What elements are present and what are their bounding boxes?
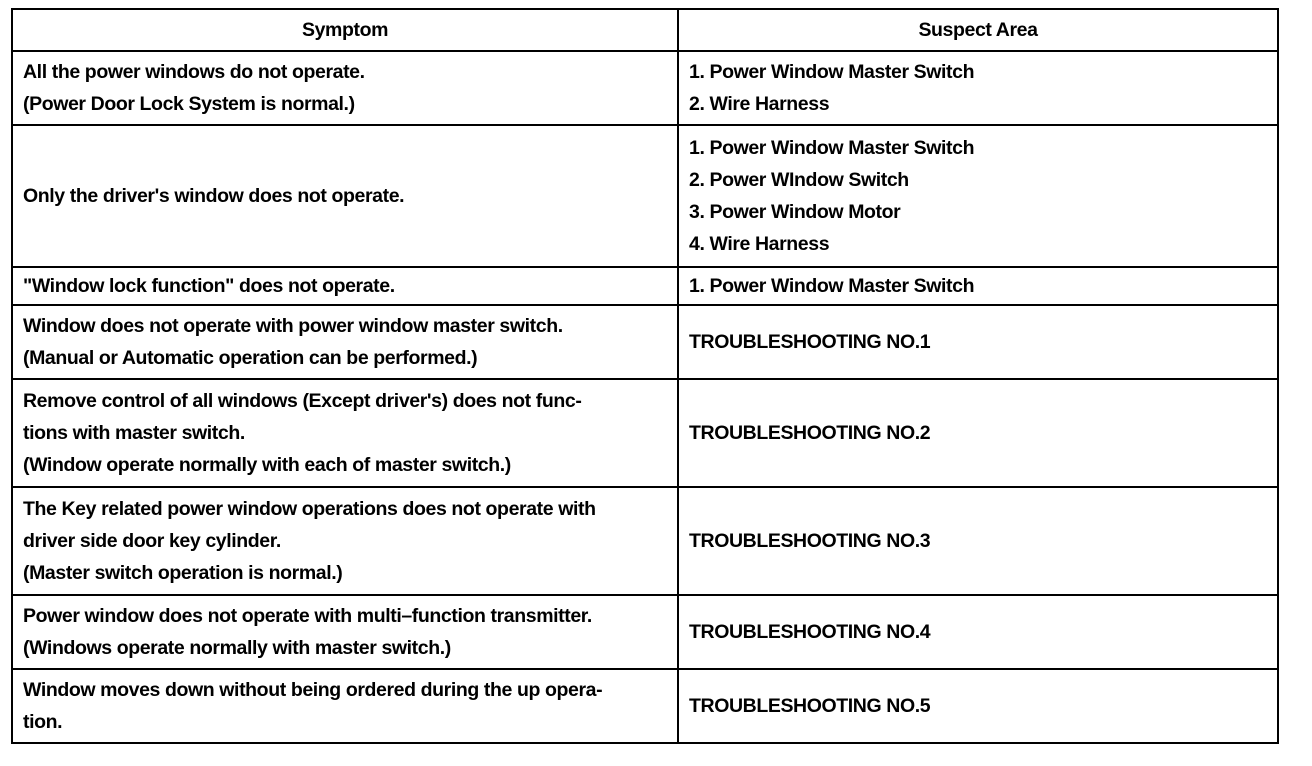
symptom-cell xyxy=(12,267,678,305)
symptom-suspect-table xyxy=(11,8,1279,744)
table-row xyxy=(12,267,1278,305)
table-row xyxy=(12,595,1278,669)
suspect-area-cell xyxy=(678,125,1278,267)
suspect-area-cell xyxy=(678,267,1278,305)
symptom-cell xyxy=(12,51,678,125)
symptom-line: (Manual or Automatic operation can be performed.) xyxy=(23,347,478,369)
suspect-line: TROUBLESHOOTING NO.3 xyxy=(689,530,931,552)
troubleshooting-table-container xyxy=(11,8,1277,744)
suspect-line: 1. Power Window Master Switch xyxy=(689,137,975,159)
suspect-area-cell xyxy=(678,51,1278,125)
symptom-line: Window does not operate with power window master switch. xyxy=(23,315,563,337)
suspect-area-cell xyxy=(678,379,1278,487)
symptom-cell xyxy=(12,305,678,379)
suspect-line: 4. Wire Harness xyxy=(689,233,830,255)
suspect-line: 1. Power Window Master Switch xyxy=(689,275,975,297)
symptom-cell xyxy=(12,379,678,487)
suspect-line: 2. Wire Harness xyxy=(689,93,830,115)
symptom-line: All the power windows do not operate. xyxy=(23,61,365,83)
symptom-line: tion. xyxy=(23,711,63,733)
suspect-line: TROUBLESHOOTING NO.5 xyxy=(689,695,931,717)
symptom-line: (Windows operate normally with master switch.) xyxy=(23,637,451,659)
symptom-line: (Power Door Lock System is normal.) xyxy=(23,93,355,115)
suspect-line: TROUBLESHOOTING NO.1 xyxy=(689,331,931,353)
symptom-cell xyxy=(12,595,678,669)
suspect-area-cell xyxy=(678,305,1278,379)
table-row xyxy=(12,487,1278,595)
symptom-line: Power window does not operate with multi–function transmitter. xyxy=(23,605,592,627)
table-row xyxy=(12,305,1278,379)
suspect-line: 1. Power Window Master Switch xyxy=(689,61,975,83)
symptom-line: Window moves down without being ordered during the up opera- xyxy=(23,679,603,701)
symptom-cell xyxy=(12,669,678,743)
header-suspect-area: Suspect Area xyxy=(678,9,1278,51)
table-row xyxy=(12,669,1278,743)
suspect-area-cell xyxy=(678,487,1278,595)
symptom-line: (Master switch operation is normal.) xyxy=(23,562,343,584)
suspect-line: TROUBLESHOOTING NO.4 xyxy=(689,621,931,643)
suspect-line: 3. Power Window Motor xyxy=(689,201,901,223)
suspect-line: 2. Power WIndow Switch xyxy=(689,169,909,191)
symptom-line: driver side door key cylinder. xyxy=(23,530,281,552)
suspect-line: TROUBLESHOOTING NO.2 xyxy=(689,422,931,444)
header-symptom: Symptom xyxy=(12,9,678,51)
symptom-line: tions with master switch. xyxy=(23,422,245,444)
table-row xyxy=(12,125,1278,267)
symptom-line: Remove control of all windows (Except driver's) does not func- xyxy=(23,390,582,412)
symptom-line: The Key related power window operations does not operate with xyxy=(23,498,596,520)
header-row xyxy=(12,9,1278,51)
symptom-line: (Window operate normally with each of master switch.) xyxy=(23,454,511,476)
symptom-line: Only the driver's window does not operate. xyxy=(23,185,405,207)
table-row xyxy=(12,51,1278,125)
suspect-area-cell xyxy=(678,595,1278,669)
suspect-area-cell xyxy=(678,669,1278,743)
symptom-line: "Window lock function" does not operate. xyxy=(23,275,395,297)
symptom-cell xyxy=(12,487,678,595)
symptom-cell xyxy=(12,125,678,267)
table-row xyxy=(12,379,1278,487)
